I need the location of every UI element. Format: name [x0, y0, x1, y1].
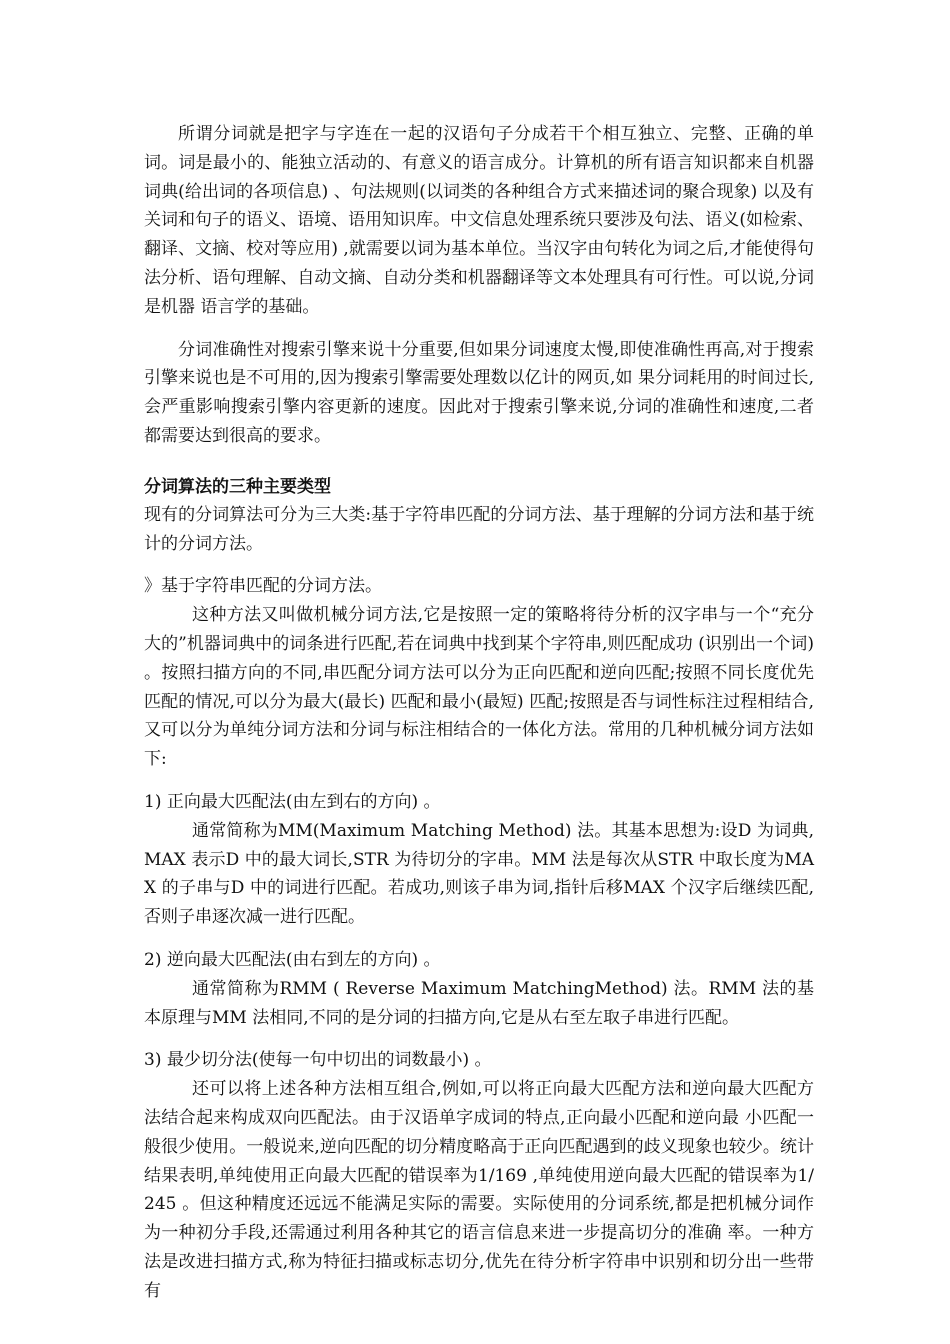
- document-body: [144, 120, 814, 1305]
- spacer: [144, 558, 814, 572]
- method-description: 这种方法又叫做机械分词方法,它是按照一定的策略将待分析的汉字串与一个“充分大的”机器词典中的词条进行匹配,若在词典中找到某个字符串,则匹配成功 (识别出一个词) 。按照扫描方向的不同,串匹配分词方法可以分为正向匹配和逆向匹配;按照不同长度优先匹配的情况,可以分为最大(最长) 匹配和最小(最短) 匹配;按照是否与词性标注过程相结合,又可以分为单纯分词方法和分词与标注相结合的一体化方法。常用的几种机械分词方法如下:: [144, 605, 814, 770]
- method-body: 还可以将上述各种方法相互组合,例如,可以将正向最大匹配方法和逆向最大匹配方法结合起来构成双向匹配法。由于汉语单字成词的特点,正向最小匹配和逆向最 小匹配一般很少使用。一般说来,逆向匹配的切分精度略高于正向匹配遇到的歧义现象也较少。统计结果表明,单纯使用正向最大匹配的错误率为1/169 ,单纯使用逆向最大匹配的错误率为1/ 245 。但这种精度还远远不能满足实际的需要。实际使用的分词系统,都是把机械分词作为一种初分手段,还需通过利用各种其它的语言信息来进一步提高切分的准确 率。一种方法是改进扫描方式,称为特征扫描或标志切分,优先在待分析字符串中识别和切分出一些带有: [144, 1079, 814, 1301]
- spacer: [144, 774, 814, 788]
- spacer: [144, 451, 814, 474]
- method-title: 3) 最少切分法(使每一句中切出的词数最小) 。: [144, 1050, 492, 1071]
- spacer: [144, 932, 814, 946]
- method-title: 2) 逆向最大匹配法(由右到左的方向) 。: [144, 949, 441, 970]
- importance-paragraph: 分词准确性对搜索引擎来说十分重要,但如果分词速度太慢,即使准确性再高,对于搜索引擎来说也是不可用的,因为搜索引擎需要处理数以亿计的网页,如 果分词耗用的时间过长,会严重影响搜索引擎内容更新的速度。因此对于搜索引擎来说,分词的准确性和速度,二者都需要达到很高的要求。: [144, 339, 814, 446]
- section-summary: 现有的分词算法可分为三大类:基于字符串匹配的分词方法、基于理解的分词方法和基于统计的分词方法。: [144, 504, 814, 554]
- spacer: [144, 322, 814, 336]
- spacer: [144, 1032, 814, 1046]
- intro-paragraph: 所谓分词就是把字与字连在一起的汉语句子分成若干个相互独立、完整、正确的单词。词是最小的、能独立活动的、有意义的语言成分。计算机的所有语言知识都来自机器词典(给出词的各项信息) 、句法规则(以词类的各种组合方式来描述词的聚合现象) 以及有关词和句子的语义、语境、语用知识库。中文信息处理系统只要涉及句法、语义(如检索、翻译、文摘、校对等应用) ,就需要以词为基本单位。当汉字由句转化为词之后,才能使得句法分析、语句理解、自动文摘、自动分类和机器翻译等文本处理具有可行性。可以说,分词是机器 语言学的基础。: [144, 124, 814, 317]
- method-title: 1) 正向最大匹配法(由左到右的方向) 。: [144, 791, 441, 812]
- subsection-heading: 》基于字符串匹配的分词方法。: [144, 576, 382, 597]
- section-heading: 分词算法的三种主要类型: [144, 476, 331, 497]
- method-body: 通常简称为MM(Maximum Matching Method) 法。其基本思想为:设D 为词典,MAX 表示D 中的最大词长,STR 为待切分的字串。MM 法是每次从STR 中取长度为MAX 的子串与D 中的词进行匹配。若成功,则该子串为词,指针后移MAX 个汉字后继续匹配,否则子串逐次减一进行匹配。: [144, 820, 814, 928]
- method-body: 通常简称为RMM ( Reverse Maximum MatchingMethod) 法。RMM 法的基本原理与MM 法相同,不同的是分词的扫描方向,它是从右至左取子串进行匹配。: [144, 978, 814, 1028]
